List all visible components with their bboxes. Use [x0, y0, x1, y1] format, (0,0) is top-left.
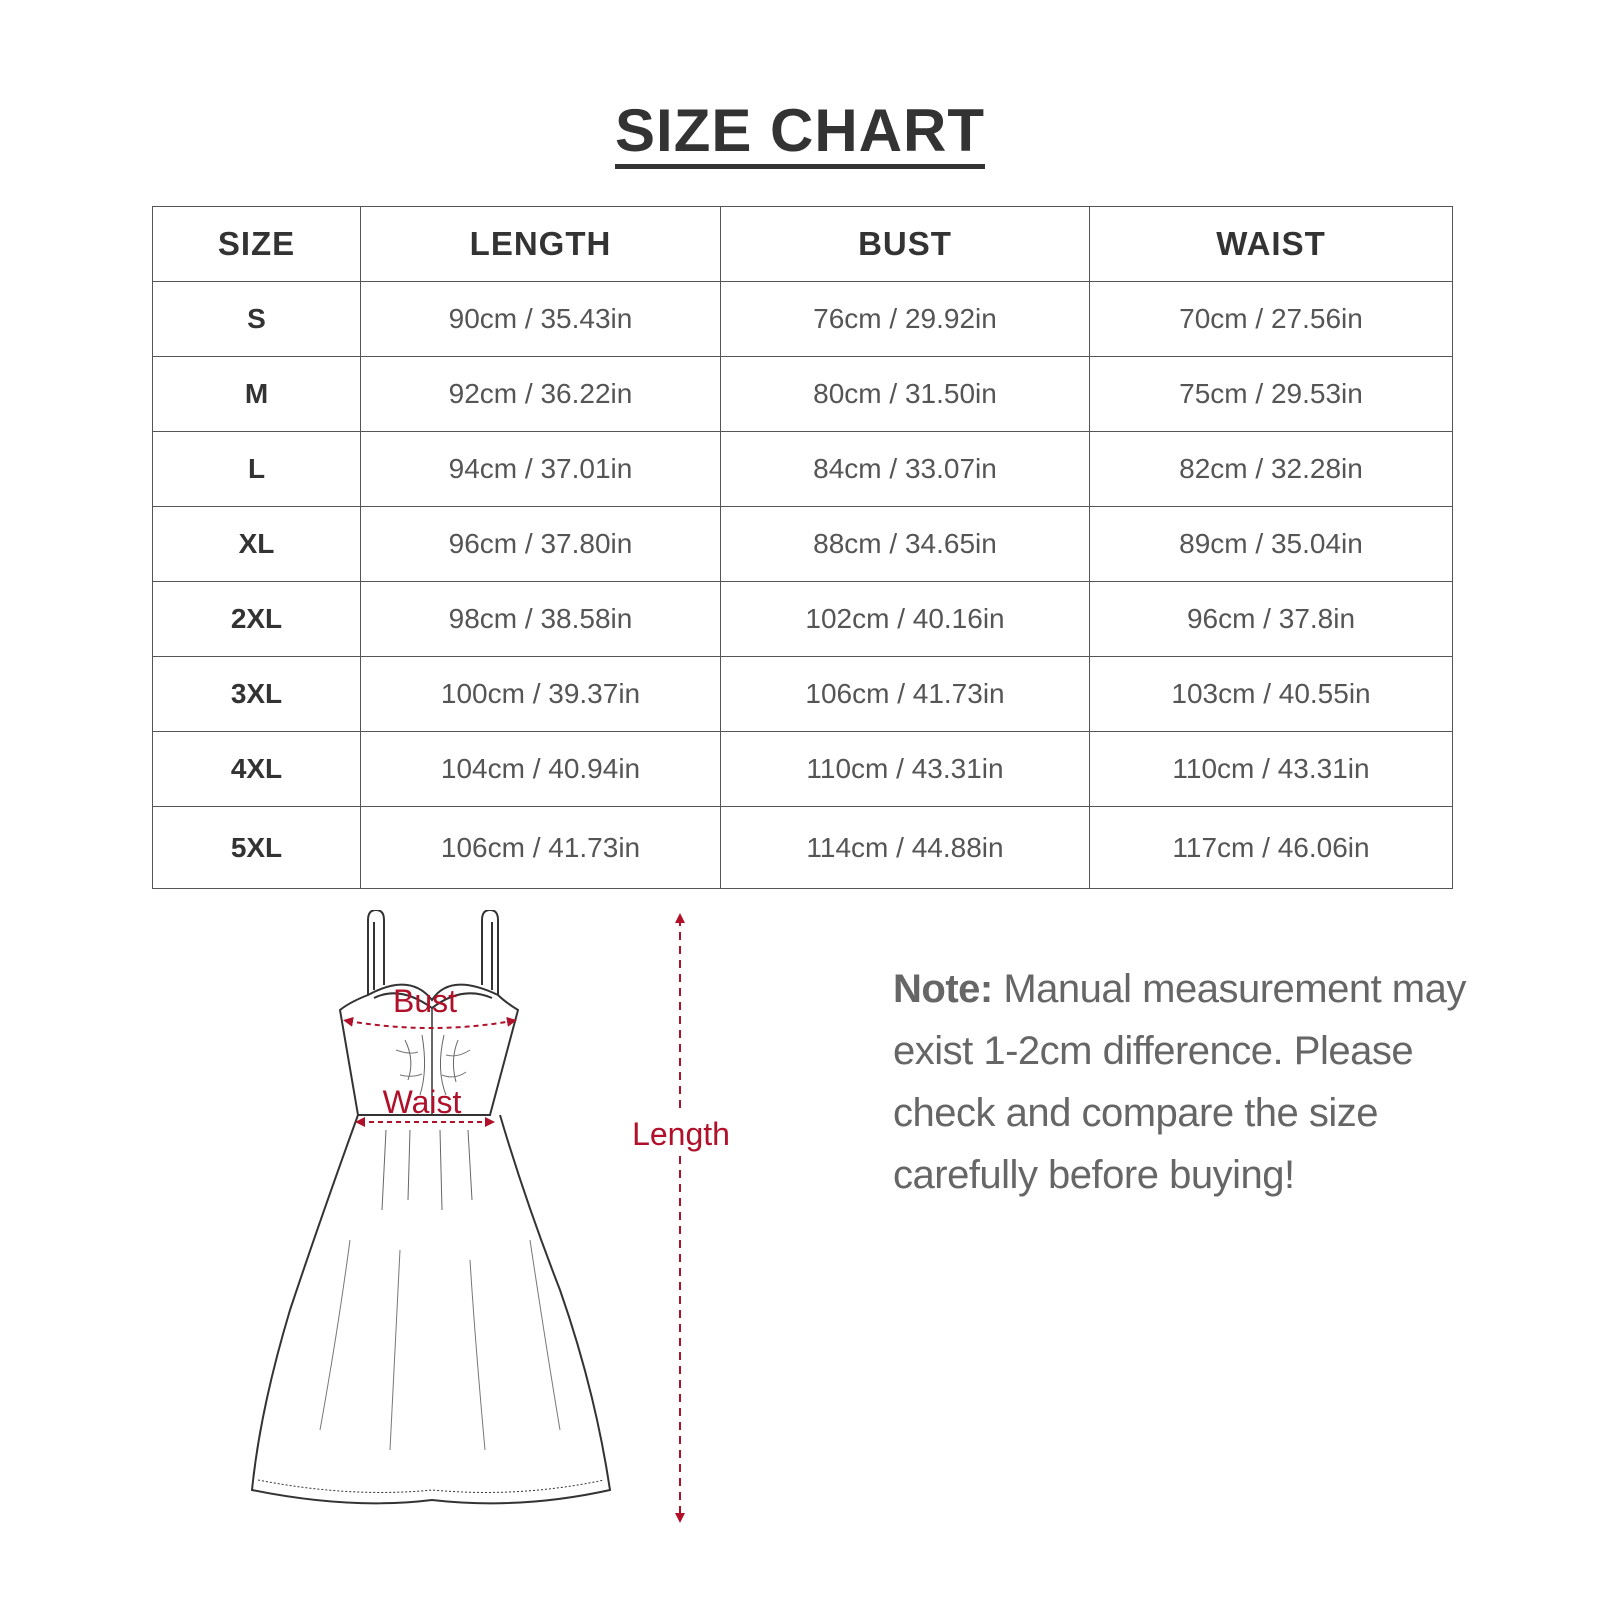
- waist-cell: 70cm / 27.56in: [1090, 282, 1453, 357]
- size-cell: S: [153, 282, 361, 357]
- table-row: [153, 432, 1453, 507]
- bust-cell: 80cm / 31.50in: [721, 357, 1090, 432]
- waist-cell: 75cm / 29.53in: [1090, 357, 1453, 432]
- dress-diagram: [200, 910, 760, 1550]
- dress-illustration: [200, 910, 760, 1550]
- waist-cell: 96cm / 37.8in: [1090, 582, 1453, 657]
- waist-cell: 117cm / 46.06in: [1090, 807, 1453, 889]
- size-cell: 5XL: [153, 807, 361, 889]
- size-cell: M: [153, 357, 361, 432]
- note-label: Note:: [893, 967, 993, 1011]
- note-text: [893, 958, 1473, 1206]
- waist-measurement: [360, 1084, 490, 1122]
- bust-label: Bust: [392, 983, 458, 1019]
- length-label: Length: [632, 1116, 730, 1152]
- page-title: [0, 96, 1600, 169]
- size-cell: XL: [153, 507, 361, 582]
- table-header-row: [153, 207, 1453, 282]
- bust-cell: 114cm / 44.88in: [721, 807, 1090, 889]
- bust-cell: 102cm / 40.16in: [721, 582, 1090, 657]
- bust-cell: 110cm / 43.31in: [721, 732, 1090, 807]
- length-cell: 92cm / 36.22in: [361, 357, 721, 432]
- length-cell: 106cm / 41.73in: [361, 807, 721, 889]
- bust-cell: 88cm / 34.65in: [721, 507, 1090, 582]
- header-length: LENGTH: [361, 207, 721, 282]
- waist-cell: 103cm / 40.55in: [1090, 657, 1453, 732]
- length-cell: 96cm / 37.80in: [361, 507, 721, 582]
- size-cell: 4XL: [153, 732, 361, 807]
- bust-cell: 106cm / 41.73in: [721, 657, 1090, 732]
- table-row: [153, 282, 1453, 357]
- length-measurement: [625, 918, 735, 1518]
- dress-skirt: [252, 1115, 610, 1503]
- length-cell: 94cm / 37.01in: [361, 432, 721, 507]
- note-body: Manual measurement may exist 1-2cm difference. Please check and compare the size carefully before buying!: [893, 967, 1466, 1197]
- table-row: [153, 807, 1453, 889]
- bust-cell: 84cm / 33.07in: [721, 432, 1090, 507]
- length-cell: 100cm / 39.37in: [361, 657, 721, 732]
- length-cell: 90cm / 35.43in: [361, 282, 721, 357]
- waist-cell: 110cm / 43.31in: [1090, 732, 1453, 807]
- size-cell: L: [153, 432, 361, 507]
- bust-cell: 76cm / 29.92in: [721, 282, 1090, 357]
- header-bust: BUST: [721, 207, 1090, 282]
- header-waist: WAIST: [1090, 207, 1453, 282]
- size-cell: 2XL: [153, 582, 361, 657]
- table-row: [153, 657, 1453, 732]
- size-table: [152, 206, 1453, 889]
- table-row: [153, 582, 1453, 657]
- table-row: [153, 732, 1453, 807]
- waist-label: Waist: [382, 1084, 462, 1120]
- table-row: [153, 507, 1453, 582]
- waist-cell: 89cm / 35.04in: [1090, 507, 1453, 582]
- table-row: [153, 357, 1453, 432]
- header-size: SIZE: [153, 207, 361, 282]
- size-cell: 3XL: [153, 657, 361, 732]
- size-chart-title: SIZE CHART: [615, 98, 985, 169]
- length-cell: 98cm / 38.58in: [361, 582, 721, 657]
- length-cell: 104cm / 40.94in: [361, 732, 721, 807]
- waist-cell: 82cm / 32.28in: [1090, 432, 1453, 507]
